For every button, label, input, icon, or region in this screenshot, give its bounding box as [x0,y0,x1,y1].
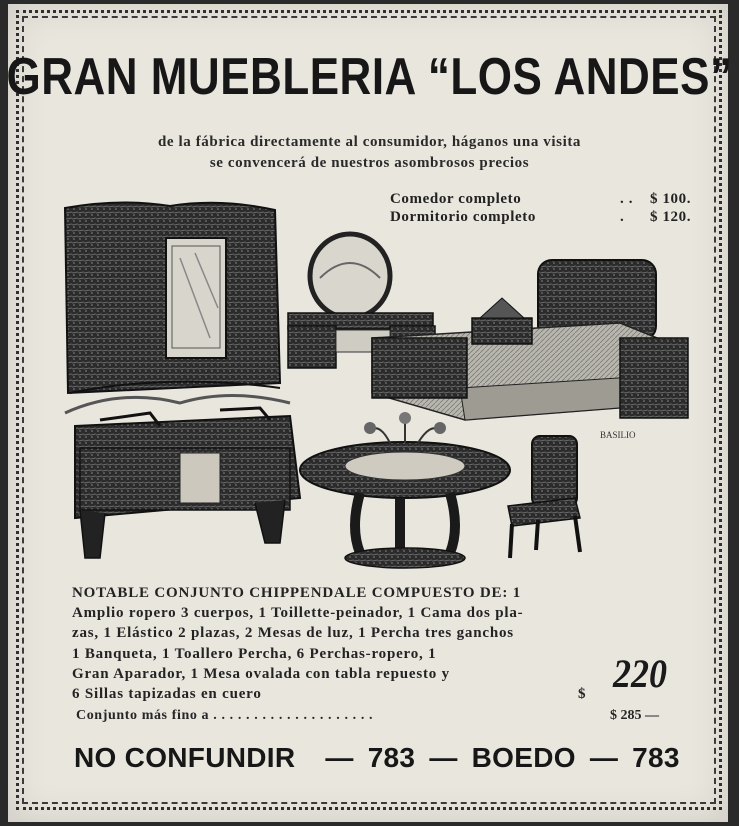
description-line-3: zas, 1 Elástico 2 plazas, 2 Mesas de luz, 1 Percha tres ganchos [72,625,514,641]
sideboard-drawing [75,408,300,558]
description-line-6: 6 Sillas tapizadas en cuero [72,686,262,702]
footer-dash: — [325,742,354,773]
footer-warning: NO CONFUNDIR [74,742,296,773]
price-label: Comedor completo [390,191,522,207]
ad-headline: GRAN MUEBLERIA “LOS ANDES” [6,48,733,106]
footer-address [74,742,694,774]
ad-subline-1: de la fábrica directamente al consumidor, háganos una visita [157,134,582,150]
dollar-sign: $ [578,686,587,702]
footer-dash: — [589,742,619,773]
illustrator-signature: BASILIO [600,430,636,440]
description-line-4: 1 Banqueta, 1 Toallero Percha, 6 Perchas-ropero, 1 [72,646,437,662]
oval-table-drawing [300,412,510,568]
footer-street: BOEDO [471,742,576,773]
price-dots: . . [620,191,634,207]
chair-drawing [508,436,580,558]
description-line-1: NOTABLE CONJUNTO CHIPPENDALE COMPUESTO DE: 1 [72,585,521,601]
price-value: $ 120. [650,209,692,225]
description-line-5: Gran Aparador, 1 Mesa ovalada con tabla repuesto y [72,666,450,682]
footer-dash: — [429,742,458,773]
fine-set-price: $ 285 — [610,708,659,723]
description-line-2: Amplio ropero 3 cuerpos, 1 Toillette-peinador, 1 Cama dos pla- [72,605,524,621]
bed-drawing [372,260,688,440]
ad-subline-2: se convencerá de nuestros asombrosos precios [209,155,530,171]
footer-number: 783 [367,742,416,773]
price-value: $ 100. [650,191,692,207]
wardrobe-drawing [65,202,280,393]
fine-set-label: Conjunto más fino a . . . . . . . . . . . . . . . . . . . . [76,708,374,723]
floor-shadow [65,396,290,414]
footer-number: 783 [632,742,680,773]
price-dots: . [620,209,625,225]
price-label: Dormitorio completo [390,209,536,225]
furniture-illustration [60,198,690,578]
main-price: 220 [613,651,667,696]
